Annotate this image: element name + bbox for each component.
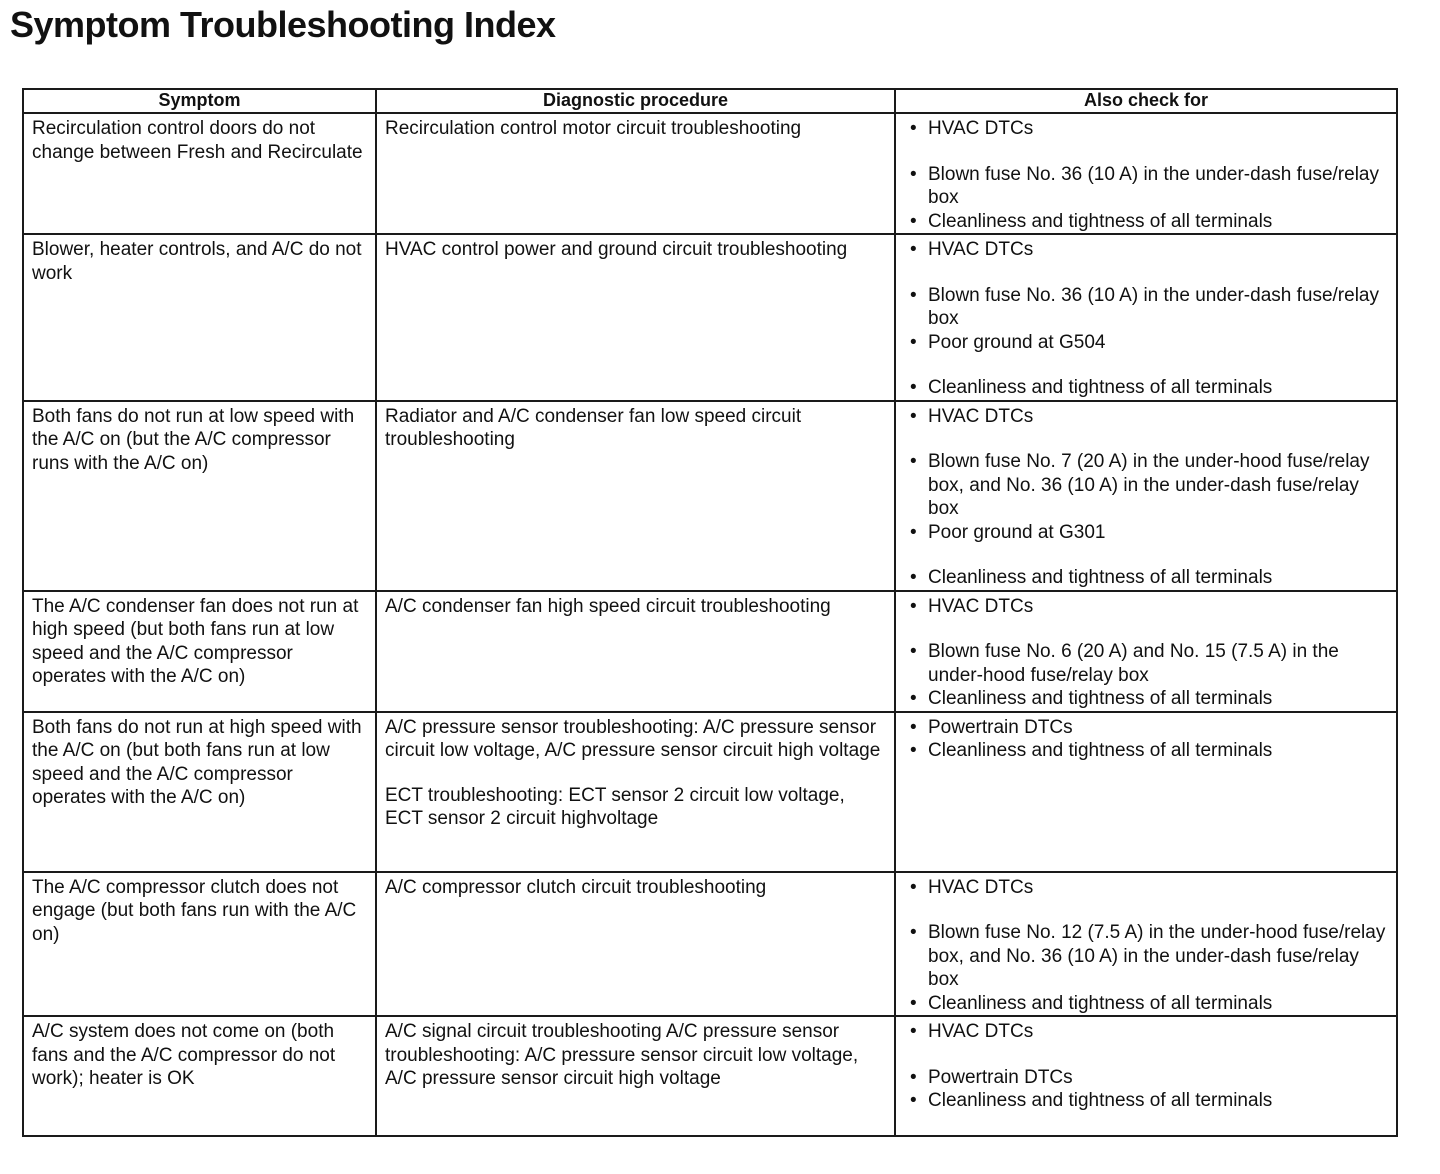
procedure-paragraph: A/C condenser fan high speed circuit troubleshooting — [385, 595, 831, 617]
check-list — [904, 595, 1388, 711]
procedure-cell — [376, 872, 895, 1017]
header-also-check-for: Also check for — [895, 89, 1397, 113]
check-item: • HVAC DTCs — [904, 1020, 1388, 1044]
table-row — [23, 401, 1397, 591]
check-item: • Cleanliness and tightness of all terminals — [904, 739, 1388, 763]
symptom-index-table — [22, 88, 1398, 1137]
check-item: • Blown fuse No. 36 (10 A) in the under-dash fuse/relay box — [904, 284, 1388, 331]
table-row — [23, 113, 1397, 234]
check-item: • Poor ground at G301 — [904, 521, 1388, 545]
check-item: • Blown fuse No. 36 (10 A) in the under-dash fuse/relay box — [904, 163, 1388, 210]
procedure-paragraph: ECT troubleshooting: ECT sensor 2 circuit low voltage, ECT sensor 2 circuit highvoltage — [385, 784, 845, 829]
procedure-paragraph: A/C compressor clutch circuit troubleshooting — [385, 876, 767, 898]
also-check-cell — [895, 234, 1397, 401]
check-list — [904, 716, 1388, 763]
check-item: • Poor ground at G504 — [904, 331, 1388, 355]
symptom-cell: Blower, heater controls, and A/C do not work — [23, 234, 376, 401]
procedure-cell — [376, 113, 895, 234]
also-check-cell — [895, 591, 1397, 712]
table-header-row — [23, 89, 1397, 113]
also-check-cell — [895, 1016, 1397, 1136]
procedure-paragraph: HVAC control power and ground circuit troubleshooting — [385, 239, 848, 260]
check-item: • Cleanliness and tightness of all terminals — [904, 687, 1388, 711]
table-body — [23, 113, 1397, 1136]
table-row — [23, 872, 1397, 1017]
check-item: • HVAC DTCs — [904, 405, 1388, 429]
check-list — [904, 876, 1388, 1016]
procedure-cell — [376, 401, 895, 591]
procedure-cell — [376, 1016, 895, 1136]
also-check-cell — [895, 401, 1397, 591]
procedure-cell — [376, 234, 895, 401]
symptom-cell: Both fans do not run at low speed with the A/C on (but the A/C compressor runs with the A/C on) — [23, 401, 376, 591]
header-diagnostic-procedure: Diagnostic procedure — [376, 89, 895, 113]
check-list — [904, 1020, 1388, 1113]
header-symptom: Symptom — [23, 89, 376, 113]
check-item: • HVAC DTCs — [904, 876, 1388, 900]
check-item: • HVAC DTCs — [904, 117, 1388, 141]
procedure-paragraph: A/C signal circuit troubleshooting A/C pressure sensor troubleshooting: A/C pressure sensor circuit low voltage, A/C pressure sensor circuit high voltage — [385, 1021, 859, 1089]
check-item: • Cleanliness and tightness of all terminals — [904, 1089, 1388, 1113]
check-item: • Powertrain DTCs — [904, 716, 1388, 740]
also-check-cell — [895, 113, 1397, 234]
table-row — [23, 591, 1397, 712]
page-title: Symptom Troubleshooting Index — [10, 4, 556, 45]
also-check-cell — [895, 872, 1397, 1017]
check-list — [904, 238, 1388, 400]
procedure-paragraph: Recirculation control motor circuit troubleshooting — [385, 118, 802, 139]
symptom-cell: The A/C condenser fan does not run at high speed (but both fans run at low speed and the A/C compressor operates with the A/C on) — [23, 591, 376, 712]
check-item: • Cleanliness and tightness of all terminals — [904, 992, 1388, 1016]
symptom-cell: Both fans do not run at high speed with the A/C on (but both fans run at low speed and the A/C compressor operates with the A/C on) — [23, 712, 376, 872]
check-list — [904, 117, 1388, 233]
check-item: • HVAC DTCs — [904, 595, 1388, 619]
check-item: • Blown fuse No. 6 (20 A) and No. 15 (7.5 A) in the under-hood fuse/relay box — [904, 640, 1388, 687]
check-item: • HVAC DTCs — [904, 238, 1388, 262]
check-item: • Blown fuse No. 12 (7.5 A) in the under-hood fuse/relay box, and No. 36 (10 A) in the under-dash fuse/relay box — [904, 921, 1388, 992]
table-row — [23, 1016, 1397, 1136]
check-item: • Blown fuse No. 7 (20 A) in the under-hood fuse/relay box, and No. 36 (10 A) in the under-dash fuse/relay box — [904, 450, 1388, 521]
symptom-cell: A/C system does not come on (both fans and the A/C compressor do not work); heater is OK — [23, 1016, 376, 1136]
table-row — [23, 234, 1397, 401]
check-item: • Cleanliness and tightness of all terminals — [904, 210, 1388, 234]
check-item: • Cleanliness and tightness of all terminals — [904, 376, 1388, 400]
symptom-cell: Recirculation control doors do not change between Fresh and Recirculate — [23, 113, 376, 234]
check-item: • Powertrain DTCs — [904, 1066, 1388, 1090]
procedure-cell — [376, 712, 895, 872]
symptom-cell: The A/C compressor clutch does not engage (but both fans run with the A/C on) — [23, 872, 376, 1017]
also-check-cell — [895, 712, 1397, 872]
procedure-paragraph: Radiator and A/C condenser fan low speed circuit troubleshooting — [385, 405, 802, 450]
check-list — [904, 405, 1388, 590]
procedure-cell — [376, 591, 895, 712]
procedure-paragraph: A/C pressure sensor troubleshooting: A/C pressure sensor circuit low voltage, A/C pressure sensor circuit high voltage — [385, 716, 881, 761]
check-item: • Cleanliness and tightness of all terminals — [904, 566, 1388, 590]
table-row — [23, 712, 1397, 872]
